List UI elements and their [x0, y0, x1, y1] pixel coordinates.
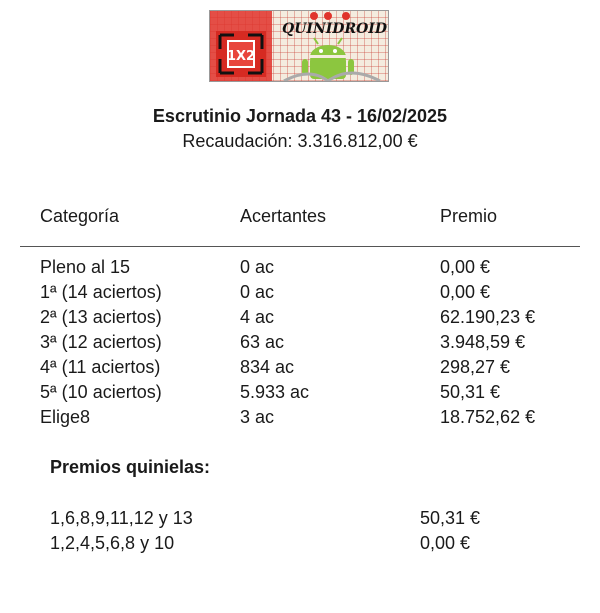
row-winners: 5.933 ac — [240, 382, 310, 402]
row-prize: 0,00 € — [440, 282, 491, 302]
row-prize: 62.190,23 € — [440, 307, 536, 327]
app-logo — [209, 10, 389, 82]
quiniela-matches: 1,2,4,5,6,8 y 10 — [50, 533, 175, 553]
svg-text:1X2: 1X2 — [226, 49, 256, 64]
row-winners: 834 ac — [240, 357, 295, 377]
logo-wordmark: QUINIDROID — [282, 21, 387, 37]
row-category: 3ª (12 aciertos) — [40, 332, 162, 352]
collection-amount: Recaudación: 3.316.812,00 € — [182, 131, 418, 151]
column-header-prize: Premio — [440, 206, 498, 226]
header-divider — [20, 246, 580, 247]
row-winners: 4 ac — [240, 307, 275, 327]
row-prize: 18.752,62 € — [440, 407, 536, 427]
row-winners: 63 ac — [240, 332, 285, 352]
row-winners: 0 ac — [240, 282, 275, 302]
quiniela-prize: 0,00 € — [420, 533, 471, 553]
row-category: 1ª (14 aciertos) — [40, 282, 162, 302]
row-winners: 3 ac — [240, 407, 275, 427]
quinielas-heading: Premios quinielas: — [50, 457, 211, 477]
row-category: Elige8 — [40, 407, 91, 427]
row-prize: 50,31 € — [440, 382, 501, 402]
column-header-category: Categoría — [40, 206, 120, 226]
row-prize: 298,27 € — [440, 357, 511, 377]
column-header-winners: Acertantes — [240, 206, 327, 226]
row-category: 4ª (11 aciertos) — [40, 357, 161, 377]
row-prize: 0,00 € — [440, 257, 491, 277]
quiniela-prize: 50,31 € — [420, 508, 481, 528]
row-category: 5ª (10 aciertos) — [40, 382, 162, 402]
row-category: Pleno al 15 — [40, 257, 131, 277]
row-category: 2ª (13 aciertos) — [40, 307, 162, 327]
quiniela-matches: 1,6,8,9,11,12 y 13 — [50, 508, 193, 528]
row-prize: 3.948,59 € — [440, 332, 526, 352]
row-winners: 0 ac — [240, 257, 275, 277]
page-title: Escrutinio Jornada 43 - 16/02/2025 — [152, 106, 448, 126]
